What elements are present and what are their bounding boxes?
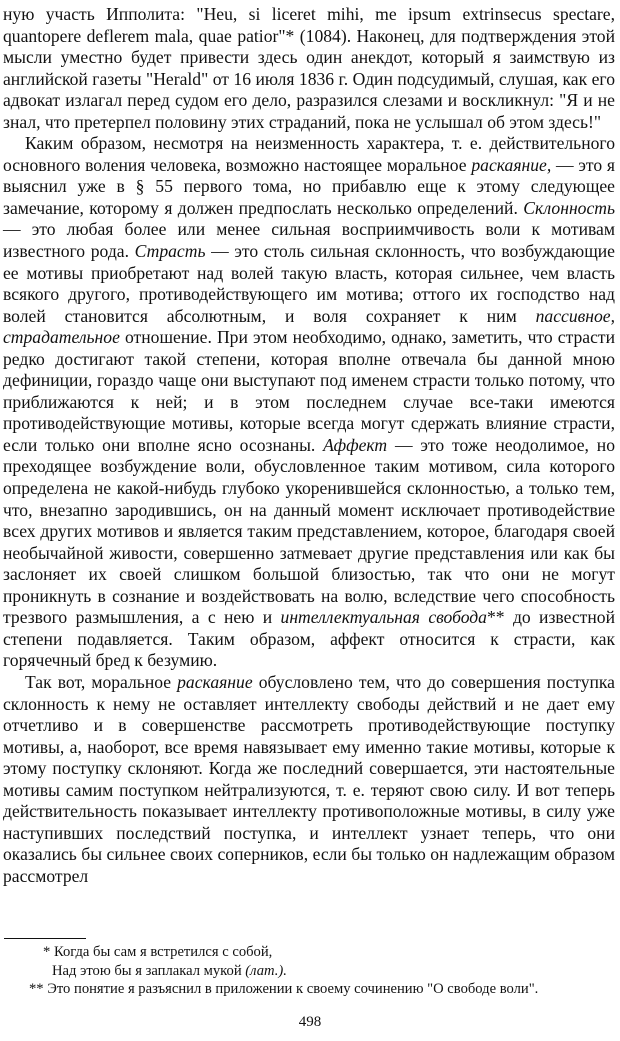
italic-term: Склонность: [523, 197, 615, 218]
paragraph: [3, 4, 615, 133]
italic-term: интеллектуальная свобода: [280, 607, 487, 628]
main-text: [3, 4, 615, 887]
text-run: — это столь сильная склонность, что возбуждающие ее мотивы приобретают над волей такую власть, которая сильнее, чем власть всякого другого, противодействующего им мотива; оттого их господство над волей становится абсолютным, и воля сохраняет к ним: [3, 241, 615, 326]
text-run: — это я выяснил уже в § 55 первого тома, но прибавлю еще к этому следующее замечание, которому я должен предпослать несколько определений.: [3, 154, 615, 218]
footnote-1-language-note: (лат.).: [245, 962, 287, 979]
text-run: — это тоже неодолимое, но преходящее возбуждение воли, обусловленное таким мотивом, сила которого определена не какой-нибудь глубоко укоренившейся склонностью, а только тем, что, внезапно зародившись, он на данный момент исключает противодействие всех других мотивов и является таким представлением, которое, благодаря своей необычайной живости, совершенно затмевает другие представления или как бы заслоняет их своей слишком большой близостью, так что они не могут проникнуть в сознание и воздействовать на волю, вследствие чего способность трезвого размышления, а с нею и: [3, 434, 615, 628]
footnote-1-line-1: * Когда бы сам я встретился с собой,: [43, 944, 273, 960]
italic-term: Страсть: [134, 241, 206, 262]
footnote-1-line-2-text: Над этою бы я заплакал мукой: [52, 962, 246, 979]
text-run: обусловлено тем, что до совершения поступка склонность к нему не оставляет интеллекту свободы действий и не дает ему отчетливо и в совершенстве рассмотреть противодействующие поступку мотивы, а, наоборот, все время навязывает ему именно такие мотивы, которые к этому поступку склоняют. Когда же последний совершается, эти настоятельные мотивы самим поступком нейтрализуются, т. е. теряют свою силу. И вот теперь действительность показывает интеллекту противоположные мотивы, в силу уже наступивших последствий поступка, и интеллект узнает теперь, что они оказались бы сильнее своих соперников, если бы только он надлежащим образом рассмотрел: [3, 671, 615, 886]
italic-term: Аффект: [323, 434, 388, 455]
footnote-2: ** Это понятие я разъяснил в приложении к своему сочинению "О свободе воли".: [29, 981, 539, 997]
paragraph: [3, 672, 615, 887]
text-run: — это любая более или менее сильная восприимчивость воли к мотивам известного рода.: [3, 219, 615, 262]
text-run: Так вот, моральное: [25, 671, 178, 692]
text-run: Каким образом, несмотря на неизменность характера, т. е. действительного основного воления человека, возможно настоящее моральное: [3, 133, 615, 175]
text-run: отношение. При этом необходимо, однако, заметить, что страсти редко достигают такой степени, которая вполне отвечала бы данной мною дефиниции, гораздо чаще они выступают под именем страсти только потому, что приближаются к ней; и в этом последнем случае все-таки имеются противодействующие мотивы, которые всегда могут сдержать влияние страсти, если только они вполне ясно осознаны.: [3, 327, 615, 455]
italic-term: раскаяние,: [471, 154, 552, 175]
footnotes: [3, 943, 615, 999]
italic-term: раскаяние: [177, 671, 253, 692]
page-number: 498: [298, 1014, 322, 1030]
paragraph: [3, 133, 615, 672]
text-run: ную участь Ипполита: "Heu, si liceret mihi, me ipsum extrinsecus spectare, quantopere deflerem mala, quae patior"* (1084). Наконец, для подтверждения этой мысли уместно будет привести здесь один анекдот, который я заимствую из английской газеты "Herald" от 16 июля 1836 г. Один подсудимый, слушая, как его адвокат излагал перед судом его дело, разразился слезами и воскликнул: "Я и не знал, что претерпел половину этих страданий, пока не услышал об этом здесь!": [3, 4, 615, 132]
italic-term: пассивное, страдательное: [3, 305, 615, 348]
footnote-separator: [4, 938, 86, 939]
footnote-1-line-2: [3, 962, 615, 981]
text-run: ** до известной степени подавляется. Таким образом, аффект относится к страсти, как горячечный бред к безумию.: [3, 607, 615, 671]
